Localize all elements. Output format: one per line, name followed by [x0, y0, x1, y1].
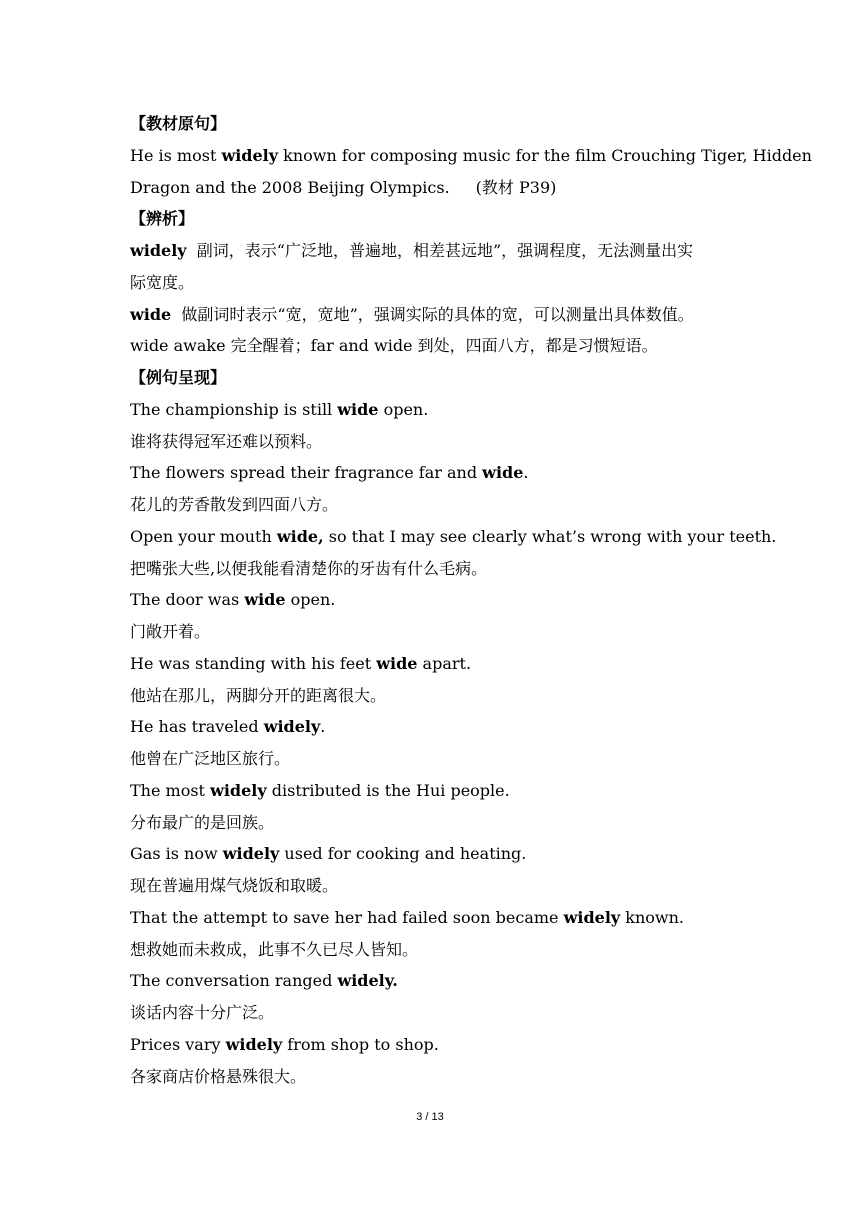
example-chinese: 想救她而未救成，此事不久已尽人皆知。: [130, 939, 419, 959]
wide-definition: wide 做副词时表示“宽，宽地”，强调实际的具体的宽，可以测量出具体数值。: [130, 304, 694, 324]
example-english: He was standing with his feet wide apart.: [130, 653, 472, 673]
phrases-note: wide awake 完全醒着；far and wide 到处，四面八方，都是习惯短语。: [130, 336, 658, 356]
example-english: That the attempt to save her had failed soon became widely known.: [130, 907, 684, 927]
examples-heading: 【例句呈现】: [130, 368, 227, 387]
example-english: The championship is still wide open.: [130, 399, 429, 419]
source-sentence-line-2: Dragon and the 2008 Beijing Olympics. (教材 P39): [130, 177, 557, 197]
source-heading: 【教材原句】: [130, 114, 227, 133]
source-reference: (教材 P39): [475, 177, 557, 197]
example-english: Prices vary widely from shop to shop.: [130, 1034, 439, 1054]
example-chinese: 谈话内容十分广泛。: [130, 1003, 275, 1022]
example-english: The conversation ranged widely.: [130, 971, 398, 991]
example-chinese: 花儿的芳香散发到四面八方。: [130, 495, 339, 514]
example-english: The most widely distributed is the Hui people.: [130, 780, 510, 800]
example-english: The flowers spread their fragrance far and wide.: [130, 463, 529, 483]
source-sentence-line-1: He is most widely known for composing music for the film Crouching Tiger, Hidden: [130, 145, 812, 165]
widely-definition-cont: 际宽度。: [130, 272, 195, 292]
example-chinese: 门敞开着。: [130, 622, 211, 641]
example-english: He has traveled widely.: [130, 717, 326, 737]
widely-definition: widely 副词，表示“广泛地，普遍地，相差甚远地”，强调程度，无法测量出实: [130, 241, 694, 260]
example-chinese: 谁将获得冠军还难以预料。: [130, 431, 323, 451]
example-chinese: 各家商店价格悬殊很大。: [130, 1066, 307, 1086]
example-english: Gas is now widely used for cooking and heating.: [130, 844, 527, 864]
example-english: The door was wide open.: [130, 590, 336, 610]
examples-list: [130, 394, 777, 1093]
example-chinese: 分布最广的是回族。: [130, 812, 275, 832]
document-body: [130, 108, 812, 1092]
page-number: 3 / 13: [416, 1111, 444, 1123]
example-chinese: 现在普遍用煤气烧饭和取暖。: [130, 876, 339, 895]
example-chinese: 他站在那儿，两脚分开的距离很大。: [130, 685, 387, 705]
analysis-heading: 【辨析】: [130, 209, 195, 229]
example-english: Open your mouth wide, so that I may see clearly what’s wrong with your teeth.: [130, 526, 777, 546]
example-chinese: 他曾在广泛地区旅行。: [130, 749, 291, 768]
example-chinese: 把嘴张大些,以便我能看清楚你的牙齿有什么毛病。: [130, 558, 488, 578]
